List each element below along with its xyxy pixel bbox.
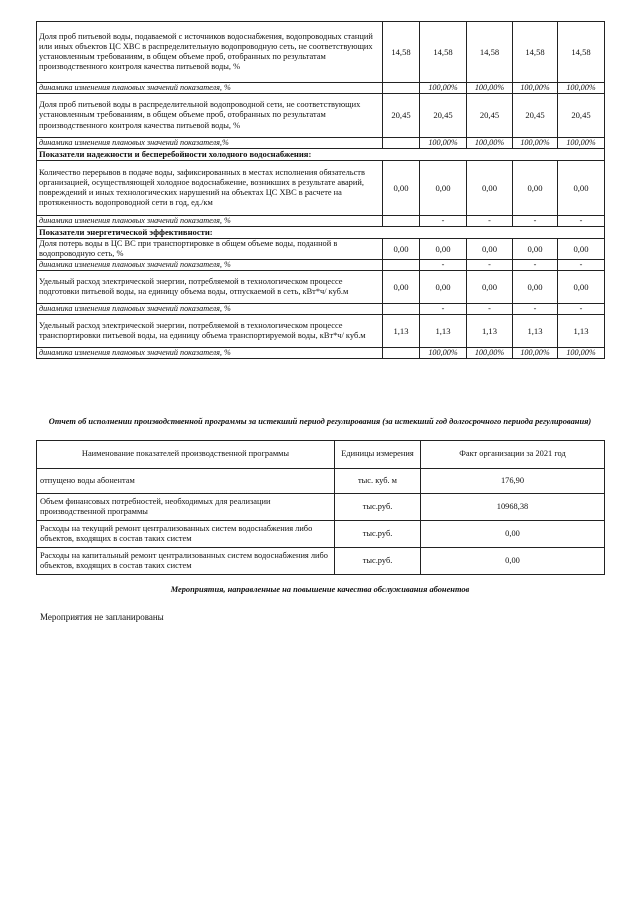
value-cell: 20,45 xyxy=(558,94,605,138)
value-cell: - xyxy=(467,216,513,227)
report-table xyxy=(36,440,605,575)
value-cell: 100,00% xyxy=(513,83,558,94)
section-title: Показатели энергетической эффективности: xyxy=(37,227,605,239)
report-cell-fact: 10968,38 xyxy=(421,494,605,521)
report-cell-unit: тыс. куб. м xyxy=(335,469,421,494)
section-row xyxy=(37,149,605,161)
indicator-label: Удельный расход электрической энергии, потребляемой в технологическом процессе подготовки питьевой воды, на единицу объема воды, отпускаемой в сеть, кВт*ч/ куб.м xyxy=(37,271,383,304)
indicator-row xyxy=(37,161,605,216)
value-cell: 1,13 xyxy=(383,315,420,348)
value-cell: 100,00% xyxy=(467,348,513,359)
dynamics-row xyxy=(37,348,605,359)
value-cell: 0,00 xyxy=(558,239,605,260)
indicator-row xyxy=(37,315,605,348)
report-header-name: Наименование показателей производственной программы xyxy=(37,441,335,469)
value-cell xyxy=(383,216,420,227)
report-cell-name: Расходы на капитальный ремонт централизованных систем водоснабжения либо объектов, входящих в состав таких систем xyxy=(37,548,335,575)
report-cell-unit: тыс.руб. xyxy=(335,548,421,575)
value-cell: 0,00 xyxy=(383,271,420,304)
value-cell: - xyxy=(420,304,467,315)
dynamics-row xyxy=(37,138,605,149)
dynamics-row xyxy=(37,83,605,94)
value-cell: 100,00% xyxy=(420,348,467,359)
value-cell: 14,58 xyxy=(467,22,513,83)
dynamics-label: динамика изменения плановых значений показателя, % xyxy=(37,83,383,94)
dynamics-label: динамика изменения плановых значений показателя,% xyxy=(37,138,383,149)
measures-title: Мероприятия, направленные на повышение качества обслуживания абонентов xyxy=(170,585,470,594)
report-cell-unit: тыс.руб. xyxy=(335,494,421,521)
dynamics-label: динамика изменения плановых значений показателя, % xyxy=(37,348,383,359)
value-cell xyxy=(383,260,420,271)
value-cell: 20,45 xyxy=(383,94,420,138)
value-cell: 0,00 xyxy=(558,161,605,216)
report-row xyxy=(37,469,605,494)
indicator-row xyxy=(37,271,605,304)
report-title: Отчет об исполнении производственной программы за истекший период регулирования (за истекший год долгосрочного периода регулирования) xyxy=(48,417,592,426)
indicators-table xyxy=(36,21,605,359)
value-cell: 20,45 xyxy=(513,94,558,138)
value-cell: 100,00% xyxy=(420,83,467,94)
report-row xyxy=(37,548,605,575)
value-cell: 14,58 xyxy=(420,22,467,83)
value-cell: 0,00 xyxy=(420,239,467,260)
dynamics-label: динамика изменения плановых значений показателя, % xyxy=(37,304,383,315)
value-cell: 1,13 xyxy=(558,315,605,348)
value-cell: 14,58 xyxy=(558,22,605,83)
value-cell: 100,00% xyxy=(513,348,558,359)
report-row xyxy=(37,521,605,548)
dynamics-label: динамика изменения плановых значений показателя, % xyxy=(37,260,383,271)
dynamics-label: динамика изменения плановых значений показателя, % xyxy=(37,216,383,227)
value-cell: - xyxy=(513,260,558,271)
value-cell: 1,13 xyxy=(467,315,513,348)
value-cell: 0,00 xyxy=(420,271,467,304)
indicators-table-body xyxy=(37,22,605,359)
value-cell: 1,13 xyxy=(513,315,558,348)
value-cell: 100,00% xyxy=(513,138,558,149)
value-cell: 0,00 xyxy=(467,239,513,260)
report-cell-fact: 0,00 xyxy=(421,521,605,548)
report-header-fact: Факт организации за 2021 год xyxy=(421,441,605,469)
indicator-label: Количество перерывов в подаче воды, зафиксированных в местах исполнения обязательств организацией, осуществляющей холодное водоснабжение, возникших в результате аварий, повреждений и иных технологических нарушений на объектах ЦС ХВС в расчете на протяженность водопроводной сети в год, ед./км xyxy=(37,161,383,216)
value-cell: 20,45 xyxy=(420,94,467,138)
value-cell: - xyxy=(558,260,605,271)
value-cell: - xyxy=(558,216,605,227)
report-cell-name: Объем финансовых потребностей, необходимых для реализации производственной программы xyxy=(37,494,335,521)
report-cell-fact: 176,90 xyxy=(421,469,605,494)
dynamics-row xyxy=(37,304,605,315)
value-cell: 0,00 xyxy=(467,271,513,304)
indicator-row xyxy=(37,22,605,83)
value-cell: 0,00 xyxy=(467,161,513,216)
section-row xyxy=(37,227,605,239)
measures-note: Мероприятия не запланированы xyxy=(40,612,164,622)
value-cell: 0,00 xyxy=(513,161,558,216)
value-cell xyxy=(383,348,420,359)
value-cell: 100,00% xyxy=(558,83,605,94)
report-cell-unit: тыс.руб. xyxy=(335,521,421,548)
indicator-row xyxy=(37,94,605,138)
value-cell: 1,13 xyxy=(420,315,467,348)
dynamics-row xyxy=(37,260,605,271)
value-cell: 14,58 xyxy=(513,22,558,83)
dynamics-row xyxy=(37,216,605,227)
value-cell xyxy=(383,304,420,315)
indicator-label: Удельный расход электрической энергии, потребляемой в технологическом процессе транспортировки питьевой воды, на единицу объема транспортируемой воды, кВт*ч/ куб.м xyxy=(37,315,383,348)
report-header-unit: Единицы измерения xyxy=(335,441,421,469)
value-cell: 20,45 xyxy=(467,94,513,138)
value-cell: 100,00% xyxy=(420,138,467,149)
value-cell: - xyxy=(513,304,558,315)
value-cell: - xyxy=(467,304,513,315)
report-cell-name: отпущено воды абонентам xyxy=(37,469,335,494)
value-cell xyxy=(383,138,420,149)
value-cell: - xyxy=(420,216,467,227)
report-cell-fact: 0,00 xyxy=(421,548,605,575)
report-cell-name: Расходы на текущий ремонт централизованных систем водоснабжения либо объектов, входящих в состав таких систем xyxy=(37,521,335,548)
section-title: Показатели надежности и бесперебойности холодного водоснабжения: xyxy=(37,149,605,161)
value-cell: 100,00% xyxy=(467,138,513,149)
indicator-label: Доля проб питьевой воды в распределительной водопроводной сети, не соответствующих установленным требованиям, в общем объеме проб, отобранных по результатам производственного контроля качества питьевой воды, % xyxy=(37,94,383,138)
report-header-row xyxy=(37,441,605,469)
value-cell: 14,58 xyxy=(383,22,420,83)
value-cell: 0,00 xyxy=(513,271,558,304)
value-cell: 100,00% xyxy=(558,348,605,359)
value-cell xyxy=(383,83,420,94)
value-cell: 100,00% xyxy=(558,138,605,149)
value-cell: - xyxy=(467,260,513,271)
value-cell: 0,00 xyxy=(558,271,605,304)
value-cell: - xyxy=(420,260,467,271)
indicator-label: Доля потерь воды в ЦС ВС при транспортировке в общем объеме воды, поданной в водопроводную сеть, % xyxy=(37,239,383,260)
value-cell: - xyxy=(558,304,605,315)
value-cell: 100,00% xyxy=(467,83,513,94)
value-cell: 0,00 xyxy=(513,239,558,260)
value-cell: 0,00 xyxy=(383,161,420,216)
indicator-label: Доля проб питьевой воды, подаваемой с источников водоснабжения, водопроводных станций или иных объектов ЦС ХВС в распределительную водопроводную сеть, не соответствующих установленным требованиям, в общем объеме проб, отобранных по результатам производственного контроля качества питьевой воды, % xyxy=(37,22,383,83)
report-row xyxy=(37,494,605,521)
value-cell: 0,00 xyxy=(383,239,420,260)
value-cell: - xyxy=(513,216,558,227)
indicator-row xyxy=(37,239,605,260)
value-cell: 0,00 xyxy=(420,161,467,216)
